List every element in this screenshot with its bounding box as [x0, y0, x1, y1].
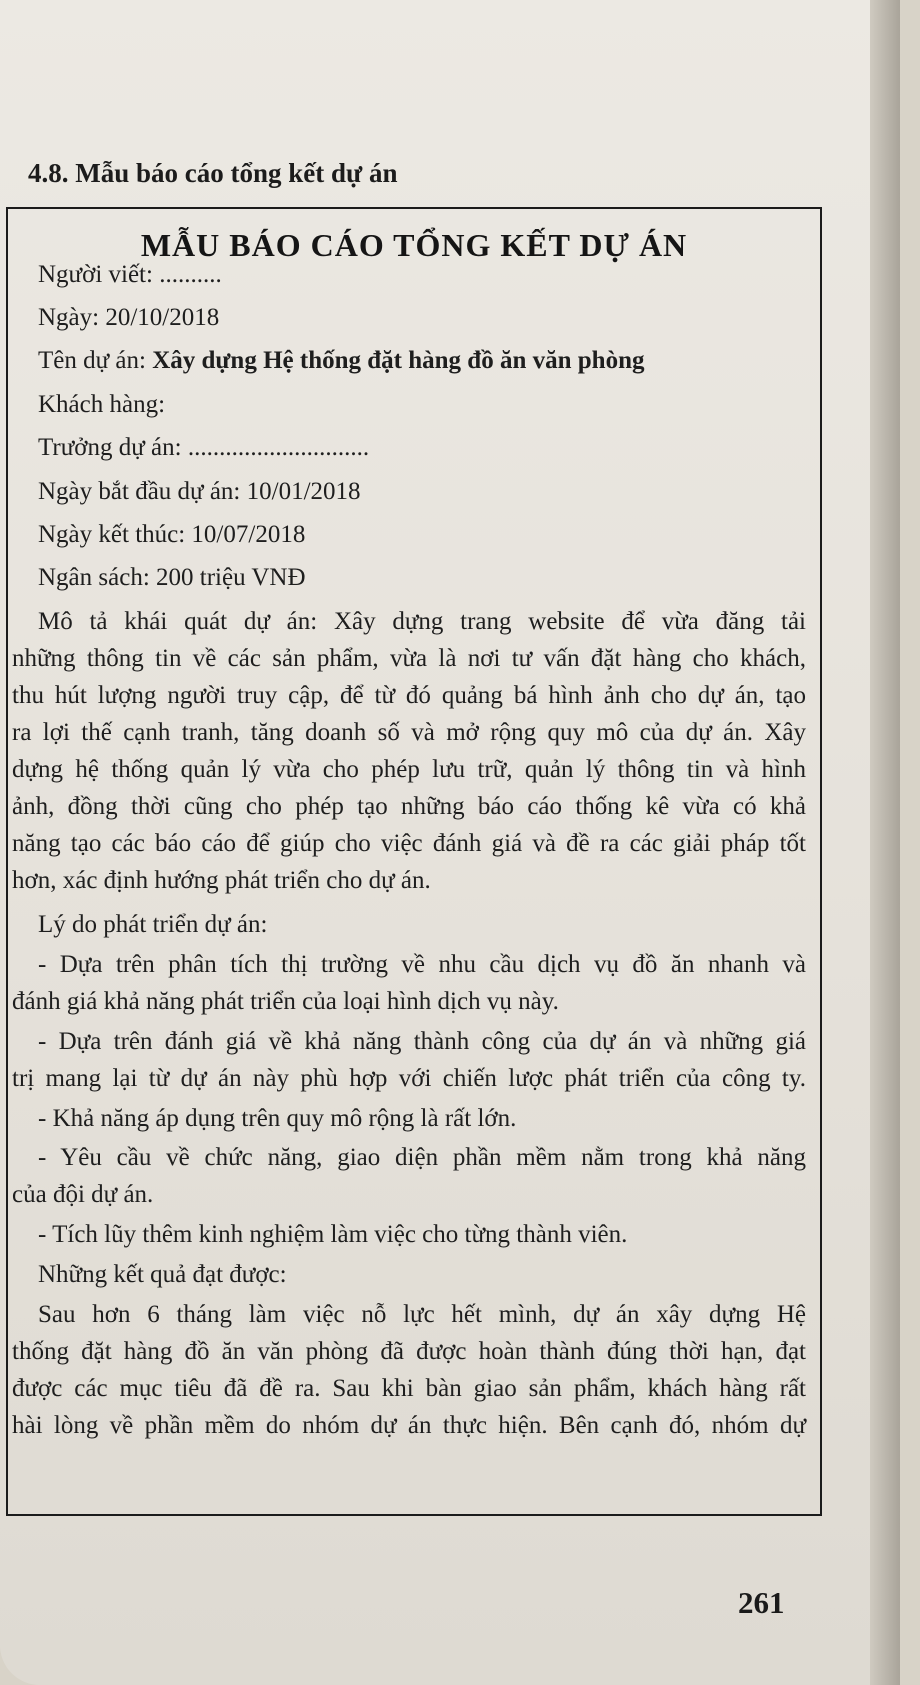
budget-field: Ngân sách: 200 triệu VNĐ	[38, 564, 306, 591]
description-line: hơn, xác định hướng phát triển cho dự án.	[12, 867, 431, 894]
customer-field: Khách hàng:	[38, 391, 166, 418]
result-line: thống đặt hàng đồ ăn văn phòng đã được hoàn thành đúng thời hạn, đạt	[12, 1338, 806, 1365]
result-line: được các mục tiêu đã đề ra. Sau khi bàn giao sản phẩm, khách hàng rất	[12, 1375, 806, 1402]
description-line: dựng hệ thống quản lý vừa cho phép lưu trữ, quản lý thông tin và hình	[12, 756, 806, 783]
project-name-field	[38, 345, 806, 377]
reasons-heading: Lý do phát triển dự án:	[38, 911, 268, 938]
page-edge-shadow	[870, 0, 900, 1685]
report-template-box	[6, 207, 822, 1516]
box-title: MẪU BÁO CÁO TỔNG KẾT DỰ ÁN	[140, 227, 688, 263]
reason-line: của đội dự án.	[12, 1181, 154, 1208]
end-date-field: Ngày kết thúc: 10/07/2018	[38, 521, 306, 548]
result-line: hài lòng về phần mềm do nhóm dự án thực hiện. Bên cạnh đó, nhóm dự	[12, 1412, 806, 1439]
reason-line: - Tích lũy thêm kinh nghiệm làm việc cho từng thành viên.	[38, 1221, 628, 1248]
project-name-value: Xây dựng Hệ thống đặt hàng đồ ăn văn phòng	[152, 347, 645, 374]
reason-line: trị mang lại từ dự án này phù hợp với chiến lược phát triển của công ty.	[12, 1065, 806, 1092]
start-date-field: Ngày bắt đầu dự án: 10/01/2018	[38, 478, 361, 505]
results-heading: Những kết quả đạt được:	[38, 1261, 287, 1288]
reason-line: - Dựa trên phân tích thị trường về nhu cầu dịch vụ đồ ăn nhanh và	[38, 951, 806, 978]
reason-line: đánh giá khả năng phát triển của loại hình dịch vụ này.	[12, 988, 559, 1015]
description-line: ra lợi thế cạnh tranh, tăng doanh số và mở rộng quy mô của dự án. Xây	[12, 719, 806, 746]
reason-line: - Dựa trên đánh giá về khả năng thành công của dự án và những giá	[38, 1028, 806, 1055]
author-field: Người viết: ..........	[38, 261, 222, 288]
section-heading: 4.8. Mẫu báo cáo tổng kết dự án	[28, 158, 398, 188]
date-field: Ngày: 20/10/2018	[38, 304, 220, 331]
page-number: 261	[738, 1585, 785, 1620]
description-line: ảnh, đồng thời cũng cho phép tạo những báo cáo thống kê vừa có khả	[12, 793, 806, 820]
description-line: những thông tin về các sản phẩm, vừa là nơi tư vấn đặt hàng cho khách,	[12, 645, 806, 672]
reason-line: - Khả năng áp dụng trên quy mô rộng là rất lớn.	[38, 1105, 517, 1132]
project-manager-field: Trưởng dự án: .............................	[38, 434, 370, 461]
description-line: năng tạo các báo cáo để giúp cho việc đánh giá và đề ra các giải pháp tốt	[12, 830, 806, 857]
project-name-label: Tên dự án:	[38, 347, 153, 374]
result-line: Sau hơn 6 tháng làm việc nỗ lực hết mình, dự án xây dựng Hệ	[38, 1301, 806, 1328]
description-line: Mô tả khái quát dự án: Xây dựng trang website để vừa đăng tải	[38, 608, 806, 635]
reason-line: - Yêu cầu về chức năng, giao diện phần mềm nằm trong khả năng	[38, 1144, 806, 1171]
description-line: thu hút lượng người truy cập, để từ đó quảng bá hình ảnh cho dự án, tạo	[12, 682, 806, 709]
